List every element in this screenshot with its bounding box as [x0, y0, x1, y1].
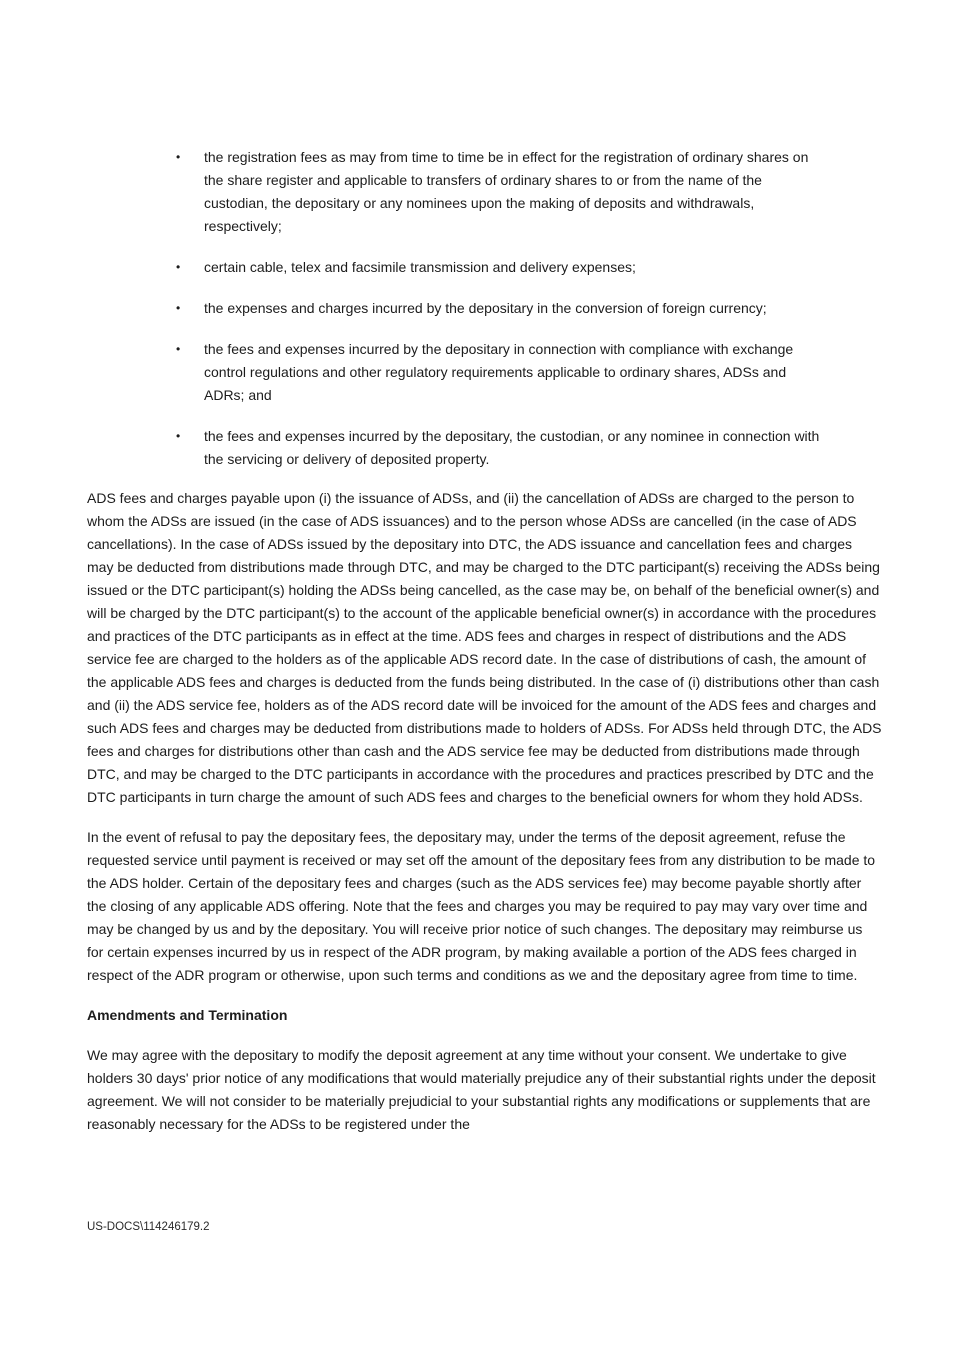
document-content — [87, 146, 882, 1153]
body-paragraph: ADS fees and charges payable upon (i) the issuance of ADSs, and (ii) the cancellation of ADSs are charged to the person to whom the ADSs are issued (in the case of ADS issuances) and to the person whose ADSs are cancelled (in the case of ADS cancellations). In the case of ADSs issued by the depositary into DTC, the ADS issuance and cancellation fees and charges may be deducted from distributions made through DTC, and may be charged to the DTC participant(s) receiving the ADSs being issued or the DTC participant(s) holding the ADSs being cancelled, as the case may be, on behalf of the beneficial owner(s) and will be charged by the DTC participant(s) to the account of the applicable beneficial owner(s) in accordance with the procedures and practices of the DTC participants as in effect at the time. ADS fees and charges in respect of distributions and the ADS service fee are charged to the holders as of the applicable ADS record date. In the case of distributions of cash, the amount of the applicable ADS fees and charges is deducted from the funds being distributed. In the case of (i) distributions other than cash and (ii) the ADS service fee, holders as of the ADS record date will be invoiced for the amount of the ADS fees and charges and such ADS fees and charges may be deducted from distributions made to holders of ADSs. For ADSs held through DTC, the ADS fees and charges for distributions other than cash and the ADS service fee may be deducted from distributions made through DTC, and may be charged to the DTC participants in accordance with the procedures and practices prescribed by DTC and the DTC participants in turn charge the amount of such ADS fees and charges to the beneficial owners for whom they hold ADSs. — [87, 490, 882, 805]
bullet-item — [87, 146, 882, 238]
bullet-item — [87, 425, 882, 471]
bullet-icon: • — [176, 260, 181, 274]
bullet-text: the fees and expenses incurred by the depositary, the custodian, or any nominee in connection with the servicing or delivery of deposited property. — [204, 428, 820, 467]
doc-control-number: US-DOCS\114246179.2 — [87, 1221, 210, 1233]
bullet-item — [87, 338, 882, 407]
body-paragraph: We may agree with the depositary to modify the deposit agreement at any time without your consent. We undertake to give holders 30 days' prior notice of any modifications that would materially prejudice any of their substantial rights under the deposit agreement. We will not consider to be materially prejudicial to your substantial rights any modifications or supplements that are reasonably necessary for the ADSs to be registered under the — [87, 1047, 876, 1132]
bullet-icon: • — [176, 342, 181, 356]
bullet-list — [87, 146, 882, 471]
bullet-item — [87, 256, 882, 279]
bullet-text: the registration fees as may from time to time be in effect for the registration of ordinary shares on the share register and applicable to transfers of ordinary shares to or from the name of the custodian, the depositary or any nominees upon the making of deposits and withdrawals, respectively; — [204, 149, 809, 234]
bullet-icon: • — [176, 150, 181, 164]
bullet-text: the expenses and charges incurred by the depositary in the conversion of foreign currency; — [204, 300, 767, 316]
body-paragraph: In the event of refusal to pay the depositary fees, the depositary may, under the terms of the deposit agreement, refuse the requested service until payment is received or may set off the amount of the depositary fees from any distribution to be made to the ADS holder. Certain of the depositary fees and charges (such as the ADS services fee) may become payable shortly after the closing of any applicable ADS offering. Note that the fees and charges you may be required to pay may vary over time and may be changed by us and by the depositary. You will receive prior notice of such changes. The depositary may reimburse us for certain expenses incurred by us in respect of the ADR program, by making available a portion of the ADS fees charged in respect of the ADR program or otherwise, upon such terms and conditions as we and the depositary agree from time to time. — [87, 829, 876, 983]
bullet-icon: • — [176, 429, 181, 443]
bullet-text: certain cable, telex and facsimile transmission and delivery expenses; — [204, 259, 636, 275]
bullet-item — [87, 297, 882, 320]
bullet-icon: • — [176, 301, 181, 315]
bullet-text: the fees and expenses incurred by the depositary in connection with compliance with exchange control regulations and other regulatory requirements applicable to ordinary shares, ADSs and ADRs; and — [204, 341, 794, 403]
section-heading: Amendments and Termination — [87, 1007, 288, 1023]
